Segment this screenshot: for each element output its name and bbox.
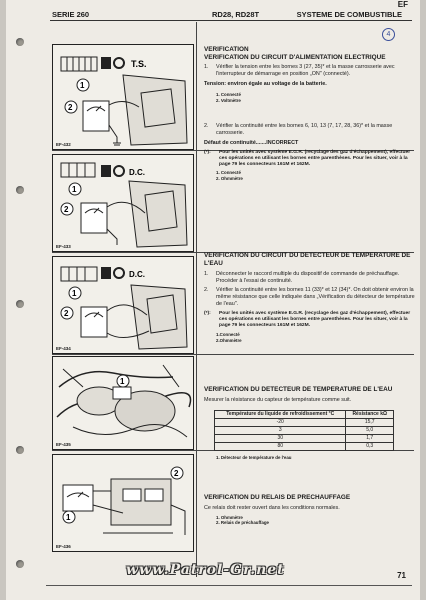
- svg-text:1: 1: [72, 289, 77, 298]
- figure-label: EF-436: [56, 544, 71, 549]
- handwritten-circle-mark: 4: [382, 28, 395, 41]
- figure-ef-435: [52, 356, 194, 450]
- section-subtitle: VERIFICATION DU CIRCUIT D'ALIMENTATION ELECTRIQUE: [204, 53, 386, 61]
- footer-rule: [46, 585, 412, 586]
- sensor-circuit-illustration: [53, 257, 193, 353]
- column-divider: [196, 22, 197, 577]
- row-separator: [52, 354, 414, 355]
- figure-legend: 1. Connecté 2. Ohmmètre: [216, 170, 243, 181]
- section-preheat-relay: [204, 494, 416, 526]
- svg-text:2: 2: [64, 309, 69, 318]
- section-title: VERIFICATION DU DETECTEUR DE TEMPERATURE DE L'EAU: [204, 386, 393, 393]
- svg-text:T.S.: T.S.: [131, 59, 147, 69]
- tension-spec: Tension: environ égale au voltage de la batterie.: [204, 81, 327, 87]
- figure-legend: 1. Détecteur de température de l'eau: [216, 454, 292, 460]
- svg-text:2: 2: [174, 469, 179, 478]
- step-1: 1. Déconnecter le raccord multiple du dispositif de commande de préchauffage. Procéder à l'essai de continuité.: [204, 271, 400, 284]
- egr-note: (*): Pour les unités avec système E.G.R. (recyclage des gaz d'échappement), effectuer ces opérations en utilisant les bornes entre parenthèses. Pour les situer, voir à la page 79 les connecteurs 161M et 162M.: [204, 311, 411, 328]
- section-title: VERIFICATION DU RELAIS DE PRECHAUFFAGE: [204, 494, 351, 501]
- header-corner-code: EF: [397, 0, 408, 9]
- svg-text:1: 1: [66, 513, 71, 522]
- figure-ef-434: [52, 256, 194, 354]
- page-header: [50, 0, 412, 21]
- figure-ef-433: [52, 154, 194, 252]
- figure-label: EF-434: [56, 346, 71, 351]
- svg-text:1: 1: [80, 81, 85, 90]
- figure-label: EF-435: [56, 442, 71, 447]
- ohmmeter-ground-illustration: [53, 155, 193, 251]
- svg-text:1: 1: [72, 185, 77, 194]
- step-2: 2. Vérifier la continuité entre les bornes 6, 10, 13 (7, 17, 28, 36)* et la masse carrosserie.: [204, 123, 393, 136]
- figure-ef-432: [52, 44, 194, 150]
- section-supply-circuit: [204, 46, 416, 181]
- resistance-table: [214, 410, 394, 451]
- egr-note: (*): Pour les unités avec système E.G.R. (recyclage des gaz d'échappement), effectuer ces opérations en utilisant les bornes entre parenthèses. Pour les situer, voir à la page 79 les connecteurs 161M et 162M.: [204, 150, 411, 167]
- manual-page: [6, 0, 420, 600]
- svg-text:2: 2: [68, 103, 73, 112]
- svg-text:D.C.: D.C.: [129, 168, 145, 177]
- watermark: www.Patrol-Gr.net: [126, 562, 285, 578]
- table-row: 3 5,0: [215, 426, 394, 434]
- continuity-result: Défaut de continuité.......INCORRECT: [204, 140, 299, 146]
- step-2: 2. Vérifier la continuité entre les bornes 11 (33)* et 12 (34)*. On doit obtenir environ la même résistance que celle indiquée dans „Vérification du détecteur de température de l'eau".: [204, 287, 415, 307]
- water-temperature-sensor-illustration: [53, 357, 193, 449]
- voltmeter-connection-illustration: [53, 45, 193, 149]
- section-temperature-sensor: [204, 386, 416, 460]
- page-number: 71: [397, 571, 406, 580]
- section-intro: Mesurer la résistance du capteur de température comme suit.: [204, 396, 352, 403]
- table-row: 30 1,7: [215, 434, 394, 442]
- header-series: SERIE 260: [52, 10, 90, 19]
- figure-label: EF-432: [56, 142, 71, 147]
- table-row: -20 15,7: [215, 418, 394, 426]
- preheat-relay-illustration: [53, 455, 193, 551]
- header-model: RD28, RD28T: [212, 10, 260, 19]
- section-intro: Ce relais doit rester ouvert dans les conditions normales.: [204, 504, 340, 511]
- figure-label: EF-433: [56, 244, 71, 249]
- figure-legend: 1.Connecté 2.Ohmmètre: [216, 332, 242, 343]
- svg-text:2: 2: [64, 205, 69, 214]
- step-1: 1. Vérifier la tension entre les bornes 3 (27, 35)* et la masse carrosserie avec l'interrupteur de démarrage en position „ON" (connecté).: [204, 64, 395, 77]
- table-header: Température du liquide de refroidissement °C: [215, 410, 346, 418]
- header-section: SYSTEME DE COMBUSTIBLE: [296, 10, 402, 19]
- figure-legend: 1. Ohmmètre 2. Relais de préchauffage: [216, 514, 269, 525]
- section-sensor-circuit: [204, 252, 416, 343]
- table-header: Résistance kΩ: [346, 410, 394, 418]
- figure-legend: 1. Connecté 2. Voltmètre: [216, 92, 241, 103]
- section-title: VERIFICATION DU CIRCUIT DU DETECTEUR DE TEMPERATURE DE L'EAU: [204, 252, 411, 267]
- svg-text:D.C.: D.C.: [129, 270, 145, 279]
- section-title: VERIFICATION: [204, 46, 249, 53]
- table-row: 80 0,3: [215, 442, 394, 450]
- figure-ef-436: [52, 454, 194, 552]
- svg-text:1: 1: [120, 377, 125, 386]
